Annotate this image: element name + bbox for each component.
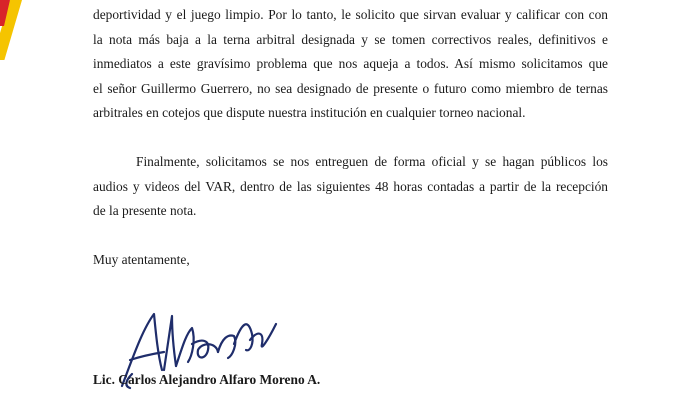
paragraph-line: de la presente nota. bbox=[93, 203, 197, 219]
paragraph-line: la nota más baja a la terna arbitral designada y se tomen correctivos reales, definitivos e bbox=[93, 31, 608, 47]
paragraph-request bbox=[93, 3, 608, 126]
paragraph-line: arbitrales en cotejos que dispute nuestra institución en cualquier torneo nacional. bbox=[93, 105, 526, 121]
paragraph-line: el señor Guillermo Guerrero, no sea designado de presente o futuro como miembro de ternas bbox=[93, 80, 608, 96]
closing-salutation: Muy atentamente, bbox=[93, 252, 190, 267]
paragraph-line: audios y videos del VAR, dentro de las siguientes 48 horas contadas a partir de la recepción bbox=[93, 178, 608, 194]
signer-name: Lic. Carlos Alejandro Alfaro Moreno A. bbox=[93, 372, 321, 387]
paragraph-var-request bbox=[93, 150, 608, 224]
paragraph-line: Finalmente, solicitamos se nos entreguen de forma oficial y se hagan públicos los bbox=[136, 154, 608, 169]
paragraph-line: deportividad y el juego limpio. Por lo tanto, le solicito que sirvan evaluar y calificar con con bbox=[93, 7, 608, 22]
paragraph-line: inmediatos a este gravísimo problema que nos aqueja a todos. Así mismo solicitamos que bbox=[93, 56, 608, 72]
